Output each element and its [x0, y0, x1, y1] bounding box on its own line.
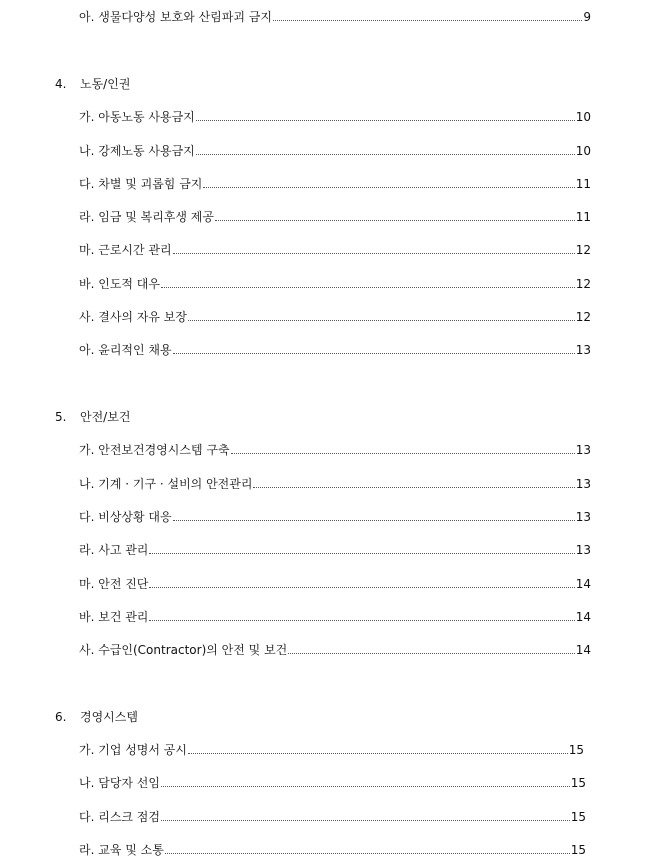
toc-entry-label: 라. 사고 관리 — [79, 543, 149, 557]
toc-page-number: 12 — [575, 310, 591, 324]
toc-page-number: 13 — [575, 443, 591, 457]
toc-entry-label: 다. 차별 및 괴롭힘 금지 — [79, 177, 203, 191]
toc-entry-label: 나. 기계 · 기구 · 설비의 안전관리 — [79, 477, 253, 491]
toc-entry-label: 나. 담당자 선임 — [79, 776, 160, 790]
toc-entry-machinery-safety[interactable] — [79, 477, 591, 491]
toc-entry-label: 아. 윤리적인 채용 — [79, 343, 172, 357]
toc-entry-wages[interactable] — [79, 210, 591, 224]
toc-page-number: 15 — [568, 743, 584, 757]
toc-entry-child-labor[interactable] — [79, 110, 591, 124]
toc-leader-dots — [196, 120, 575, 121]
toc-leader-dots — [149, 553, 574, 554]
toc-leader-dots — [253, 487, 574, 488]
toc-entry-label: 마. 안전 진단 — [79, 577, 149, 591]
section-title: 노동/인권 — [80, 77, 131, 91]
toc-entry-discrimination[interactable] — [79, 177, 591, 191]
toc-page-number: 15 — [570, 810, 586, 824]
toc-leader-dots — [203, 187, 574, 188]
toc-leader-dots — [188, 753, 568, 754]
toc-entry-label: 아. 생물다양성 보호와 산림파괴 금지 — [79, 10, 272, 24]
toc-section-heading-4[interactable] — [55, 77, 130, 91]
toc-section-heading-5[interactable] — [55, 410, 130, 424]
toc-page-number: 11 — [575, 210, 591, 224]
toc-leader-dots — [188, 320, 575, 321]
toc-entry-freedom-of-association[interactable] — [79, 310, 591, 324]
toc-page-number: 10 — [575, 144, 591, 158]
toc-entry-label: 가. 아동노동 사용금지 — [79, 110, 195, 124]
section-title: 안전/보건 — [80, 410, 131, 424]
toc-leader-dots — [149, 620, 574, 621]
toc-entry-working-hours[interactable] — [79, 243, 591, 257]
toc-entry-label: 바. 보건 관리 — [79, 610, 149, 624]
toc-leader-dots — [161, 287, 575, 288]
toc-entry-biodiversity[interactable] — [79, 10, 591, 24]
toc-leader-dots — [196, 154, 575, 155]
toc-entry-training-communication[interactable] — [79, 843, 586, 857]
toc-entry-label: 마. 근로시간 관리 — [79, 243, 172, 257]
toc-entry-forced-labor[interactable] — [79, 144, 591, 158]
toc-entry-contractor-safety[interactable] — [79, 643, 591, 657]
section-number: 6. — [55, 710, 67, 724]
toc-page-number: 15 — [570, 843, 586, 857]
toc-entry-label: 라. 교육 및 소통 — [79, 843, 164, 857]
toc-leader-dots — [273, 20, 582, 21]
toc-entry-label: 가. 기업 성명서 공시 — [79, 743, 187, 757]
toc-leader-dots — [161, 820, 570, 821]
toc-section-heading-6[interactable] — [55, 710, 138, 724]
toc-page-number: 13 — [575, 477, 591, 491]
toc-entry-risk-assessment[interactable] — [79, 810, 586, 824]
toc-entry-label: 사. 결사의 자유 보장 — [79, 310, 187, 324]
toc-leader-dots — [173, 520, 575, 521]
toc-leader-dots — [231, 453, 575, 454]
toc-entry-safety-inspection[interactable] — [79, 577, 591, 591]
toc-page-number: 9 — [583, 10, 591, 24]
toc-entry-emergency-response[interactable] — [79, 510, 591, 524]
toc-page-number: 13 — [575, 510, 591, 524]
toc-entry-label: 바. 인도적 대우 — [79, 277, 160, 291]
toc-entry-corporate-statement[interactable] — [79, 743, 584, 757]
toc-page-number: 14 — [575, 577, 591, 591]
toc-entry-accident-management[interactable] — [79, 543, 591, 557]
toc-page-number: 13 — [575, 343, 591, 357]
toc-entry-label: 가. 안전보건경영시스템 구축 — [79, 443, 230, 457]
toc-page-number: 11 — [575, 177, 591, 191]
toc-entry-health-management[interactable] — [79, 610, 591, 624]
toc-leader-dots — [149, 587, 574, 588]
toc-leader-dots — [173, 353, 575, 354]
section-title: 경영시스템 — [80, 710, 138, 724]
toc-page-number: 10 — [575, 110, 591, 124]
section-number: 5. — [55, 410, 67, 424]
toc-entry-label: 다. 비상상황 대응 — [79, 510, 172, 524]
toc-entry-label: 나. 강제노동 사용금지 — [79, 144, 195, 158]
toc-entry-label: 다. 리스크 점검 — [79, 810, 160, 824]
toc-leader-dots — [165, 853, 570, 854]
toc-page-number: 13 — [575, 543, 591, 557]
toc-leader-dots — [161, 786, 570, 787]
toc-page-number: 12 — [575, 243, 591, 257]
toc-page-number: 14 — [575, 610, 591, 624]
toc-entry-ethical-recruitment[interactable] — [79, 343, 591, 357]
toc-page-number: 15 — [570, 776, 586, 790]
toc-entry-label: 사. 수급인(Contractor)의 안전 및 보건 — [79, 643, 288, 657]
toc-entry-label: 라. 임금 및 복리후생 제공 — [79, 210, 214, 224]
toc-entry-humane-treatment[interactable] — [79, 277, 591, 291]
toc-page-number: 14 — [575, 643, 591, 657]
toc-entry-person-in-charge[interactable] — [79, 776, 586, 790]
toc-leader-dots — [173, 253, 575, 254]
toc-entry-safety-management-system[interactable] — [79, 443, 591, 457]
toc-leader-dots — [215, 220, 575, 221]
toc-leader-dots — [288, 653, 574, 654]
toc-page-number: 12 — [575, 277, 591, 291]
section-number: 4. — [55, 77, 67, 91]
